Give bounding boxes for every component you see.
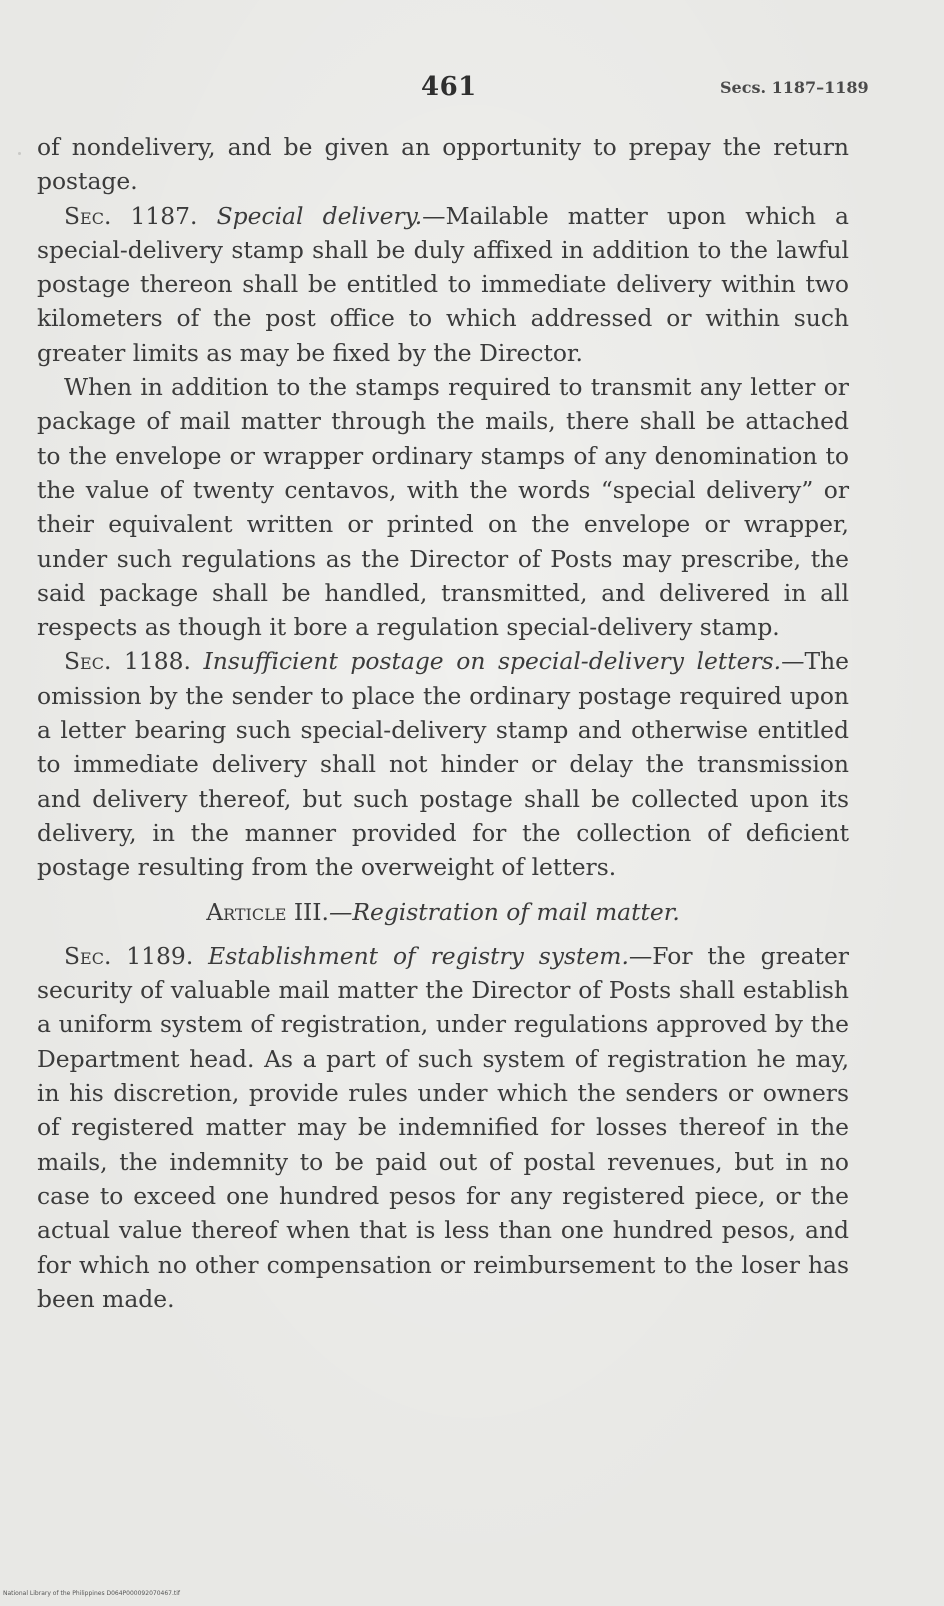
paragraph-continuation [37, 130, 849, 199]
section-title: Establishment of registry system. [208, 941, 629, 970]
article-heading [37, 895, 849, 929]
article-label: Article III. [206, 897, 329, 926]
section-title: Insufficient postage on special-delivery letters. [203, 647, 782, 676]
paragraph-text: of nondelivery, and be given an opportunity to prepay the return postage. [37, 133, 849, 196]
section-number: Sec. 1187. [64, 201, 198, 230]
section-text: —For the greater security of valuable mail matter the Director of Posts shall establish a uniform system of registration, under regulations approved by the Department head. As a part of such system of registration he may, in his discretion, provide rules under which the senders or owners of registered matter may be indemnified for losses thereof in the mails, the indemnity to be paid out of postal revenues, but in no case to exceed one hundred pesos for any registered piece, or the actual value thereof when that is less than one hundred pesos, and for which no other compensation or reimbursement to the loser has been made. [37, 941, 849, 1313]
section-text: —The omission by the sender to place the ordinary postage required upon a letter bearing such special-delivery stamp and otherwise entitled to immediate delivery shall not hinder or delay the transmission and delivery thereof, but such postage shall be collected upon its delivery, in the manner provided for the collection of deficient postage resulting from the overweight of letters. [37, 647, 850, 882]
section-number: Sec. 1189. [64, 941, 194, 970]
section-number: Sec. 1188. [64, 647, 191, 676]
scan-source-footer: National Library of the Philippines D064P000092070467.tif [3, 1590, 181, 1597]
running-head: Secs. 1187–1189 [720, 78, 869, 97]
section-1187 [37, 199, 849, 370]
paragraph-text: When in addition to the stamps required to transmit any letter or package of mail matter through the mails, there shall be attached to the envelope or wrapper ordinary stamps of any denomination to the value of twenty centavos, with the words “special delivery” or their equivalent written or printed on the envelope or wrapper, under such regulations as the Director of Posts may prescribe, the said package shall be handled, transmitted, and delivered in all respects as though it bore a regulation special-delivery stamp. [37, 373, 849, 642]
page-header [0, 72, 944, 112]
section-text: —Mailable matter upon which a special-delivery stamp shall be duly affixed in addition to the lawful postage thereon shall be entitled to immediate delivery within two kilometers of the post office to which addressed or within such greater limits as may be fixed by the Director. [37, 201, 850, 367]
paragraph-special-delivery-stamps [37, 370, 849, 644]
section-title: Special delivery. [216, 201, 423, 230]
page-number: 461 [421, 72, 477, 102]
section-1188 [37, 644, 849, 884]
page-body [37, 130, 849, 1316]
section-1189 [37, 939, 849, 1316]
scan-speck [18, 152, 21, 155]
article-title: —Registration of mail matter. [328, 897, 680, 926]
